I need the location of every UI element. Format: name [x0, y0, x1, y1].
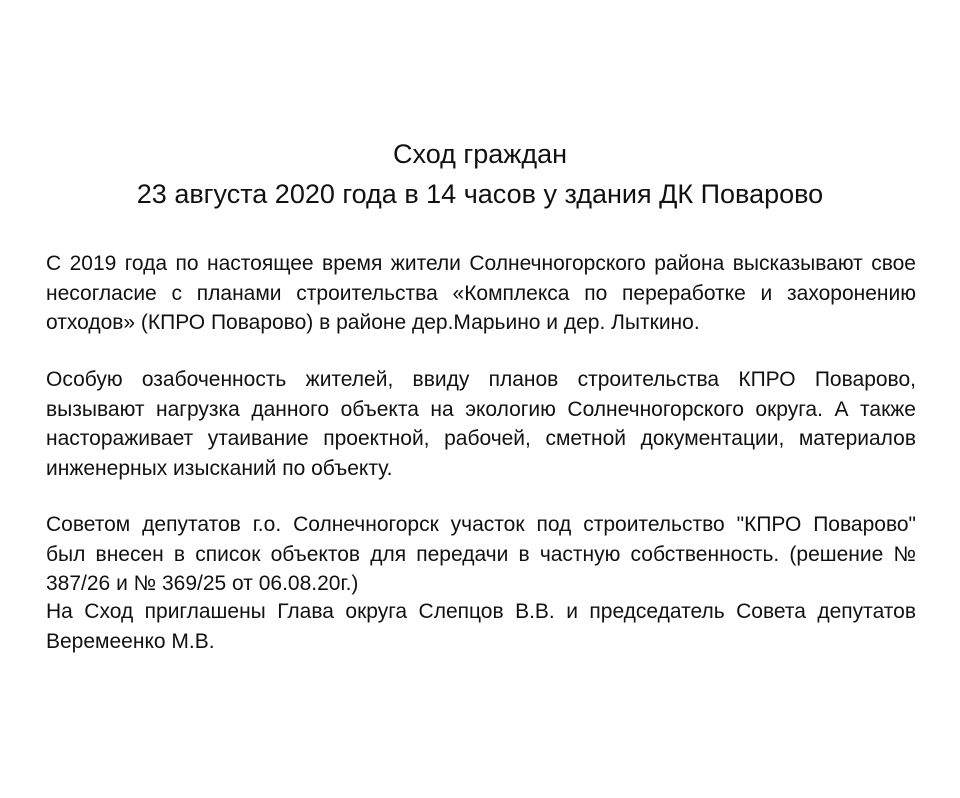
paragraph-line: настораживает утаивание проектной, рабочей, сметной документации, материалов: [46, 427, 916, 450]
paragraph-line: С 2019 года по настоящее время жители Солнечногорского района высказывают свое: [46, 252, 916, 275]
document-subtitle-date-place: 23 августа 2020 года в 14 часов у здания ДК Поварово: [136, 179, 824, 209]
paragraph-council-decision: [46, 510, 916, 599]
paragraph-line: 387/26 и № 369/25 от 06.08.20г.): [46, 572, 359, 595]
paragraph-line: вызывают нагрузка данного объекта на экологию Солнечногорского округа. А также: [46, 397, 916, 421]
paragraph-line: отходов» (КПРО Поварово) в районе дер.Марьино и дер. Лыткино.: [46, 311, 700, 334]
paragraph-line: Особую озабоченность жителей, ввиду планов строительства КПРО Поварово,: [46, 368, 916, 391]
paragraph-line: Советом депутатов г.о. Солнечногорск участок под строительство "КПРО Поварово": [46, 513, 916, 536]
paragraph-ecology-concern: [46, 365, 916, 483]
document-title: Сход граждан: [393, 139, 567, 169]
paragraph-line: инженерных изысканий по объекту.: [46, 456, 393, 480]
paragraph-line: На Сход приглашены Глава округа Слепцов В.В. и председатель Совета депутатов: [46, 600, 916, 623]
paragraph-line: несогласие с планами строительства «Комплекса по переработке и захоронению: [46, 281, 916, 305]
paragraph-line: был внесен в список объектов для передачи в частную собственность. (решение №: [46, 542, 916, 566]
paragraph-invited-officials: [46, 597, 916, 656]
paragraph-line: Веремеенко М.В.: [46, 629, 215, 653]
paragraph-residents-disagreement: [46, 249, 916, 338]
